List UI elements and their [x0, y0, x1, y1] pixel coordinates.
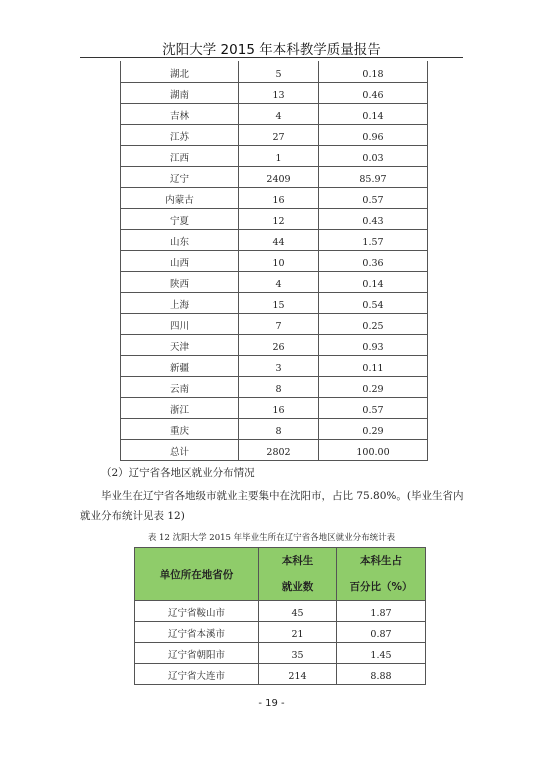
- employment-count: 16: [239, 397, 319, 418]
- total-count: 2802: [239, 439, 319, 460]
- city-name: 辽宁省大连市: [135, 664, 259, 685]
- employment-percent: 0.14: [319, 271, 428, 292]
- table-12-caption: 表 12 沈阳大学 2015 年毕业生所在辽宁省各地区就业分布统计表: [147, 533, 396, 543]
- header-count: 本科生 就业数: [259, 548, 337, 601]
- employment-count: 10: [239, 250, 319, 271]
- table-row: [121, 124, 428, 145]
- employment-percent: 0.43: [319, 208, 428, 229]
- table-row: [121, 103, 428, 124]
- table-row: [121, 376, 428, 397]
- province-name: 江苏: [121, 124, 239, 145]
- total-label: 总计: [121, 439, 239, 460]
- province-employment-table: [120, 61, 428, 461]
- table-row: [121, 334, 428, 355]
- header-location: 单位所在地省份: [135, 548, 259, 601]
- table-row: [121, 271, 428, 292]
- province-name: 陕西: [121, 271, 239, 292]
- employment-count: 15: [239, 292, 319, 313]
- table-total-row: [121, 439, 428, 460]
- employment-percent: 1.57: [319, 229, 428, 250]
- employment-percent: 0.57: [319, 187, 428, 208]
- employment-count: 1: [239, 145, 319, 166]
- paragraph-line-1: 毕业生在辽宁省各地级市就业主要集中在沈阳市，占比 75.80%。(毕业生省内: [101, 490, 464, 502]
- employment-percent: 0.57: [319, 397, 428, 418]
- employment-percent: 0.54: [319, 292, 428, 313]
- employment-count: 13: [239, 82, 319, 103]
- employment-count: 5: [239, 61, 319, 82]
- employment-percent: 0.25: [319, 313, 428, 334]
- province-name: 湖北: [121, 61, 239, 82]
- employment-count: 7: [239, 313, 319, 334]
- employment-percent: 0.11: [319, 355, 428, 376]
- table-header-row: [135, 548, 426, 601]
- city-name: 辽宁省鞍山市: [135, 601, 259, 622]
- table-row: [121, 397, 428, 418]
- province-name: 吉林: [121, 103, 239, 124]
- province-name: 上海: [121, 292, 239, 313]
- table-row: [135, 622, 426, 643]
- employment-count: 3: [239, 355, 319, 376]
- employment-count: 44: [239, 229, 319, 250]
- liaoning-distribution-table: [134, 547, 426, 685]
- table-row: [121, 61, 428, 82]
- table-row: [121, 145, 428, 166]
- province-name: 山西: [121, 250, 239, 271]
- table-row: [121, 208, 428, 229]
- employment-count: 12: [239, 208, 319, 229]
- header-percent: 本科生占 百分比（%）: [337, 548, 426, 601]
- table-row: [121, 313, 428, 334]
- employment-percent: 1.45: [337, 643, 426, 664]
- city-name: 辽宁省朝阳市: [135, 643, 259, 664]
- employment-count: 45: [259, 601, 337, 622]
- table-row: [121, 418, 428, 439]
- province-name: 新疆: [121, 355, 239, 376]
- employment-count: 4: [239, 103, 319, 124]
- province-name: 重庆: [121, 418, 239, 439]
- province-name: 江西: [121, 145, 239, 166]
- table-row: [121, 355, 428, 376]
- employment-count: 16: [239, 187, 319, 208]
- table-row: [121, 250, 428, 271]
- table-row: [121, 82, 428, 103]
- section-heading: （2）辽宁省各地区就业分布情况: [101, 467, 255, 479]
- header-divider: [80, 57, 463, 58]
- province-name: 云南: [121, 376, 239, 397]
- table-row: [135, 601, 426, 622]
- city-name: 辽宁省本溪市: [135, 622, 259, 643]
- employment-count: 8: [239, 376, 319, 397]
- table-row: [135, 643, 426, 664]
- employment-percent: 0.29: [319, 418, 428, 439]
- employment-percent: 0.46: [319, 82, 428, 103]
- province-name: 湖南: [121, 82, 239, 103]
- table-row: [135, 664, 426, 685]
- paragraph-line-2: 就业分布统计见表 12): [80, 510, 185, 522]
- table-row: [121, 229, 428, 250]
- province-name: 天津: [121, 334, 239, 355]
- employment-percent: 0.29: [319, 376, 428, 397]
- province-name: 山东: [121, 229, 239, 250]
- employment-percent: 0.96: [319, 124, 428, 145]
- employment-percent: 0.14: [319, 103, 428, 124]
- page-header-title: 沈阳大学 2015 年本科教学质量报告: [162, 42, 381, 58]
- province-name: 宁夏: [121, 208, 239, 229]
- total-percent: 100.00: [319, 439, 428, 460]
- employment-percent: 8.88: [337, 664, 426, 685]
- employment-percent: 1.87: [337, 601, 426, 622]
- employment-percent: 85.97: [319, 166, 428, 187]
- employment-percent: 0.36: [319, 250, 428, 271]
- page-number: - 19 -: [258, 698, 285, 709]
- employment-percent: 0.03: [319, 145, 428, 166]
- province-name: 内蒙古: [121, 187, 239, 208]
- employment-count: 27: [239, 124, 319, 145]
- employment-percent: 0.87: [337, 622, 426, 643]
- employment-count: 21: [259, 622, 337, 643]
- province-name: 浙江: [121, 397, 239, 418]
- province-name: 辽宁: [121, 166, 239, 187]
- employment-count: 26: [239, 334, 319, 355]
- employment-percent: 0.18: [319, 61, 428, 82]
- employment-count: 4: [239, 271, 319, 292]
- employment-count: 214: [259, 664, 337, 685]
- table-row: [121, 292, 428, 313]
- province-name: 四川: [121, 313, 239, 334]
- table-row: [121, 187, 428, 208]
- table-row: [121, 166, 428, 187]
- employment-count: 35: [259, 643, 337, 664]
- employment-count: 8: [239, 418, 319, 439]
- employment-count: 2409: [239, 166, 319, 187]
- employment-percent: 0.93: [319, 334, 428, 355]
